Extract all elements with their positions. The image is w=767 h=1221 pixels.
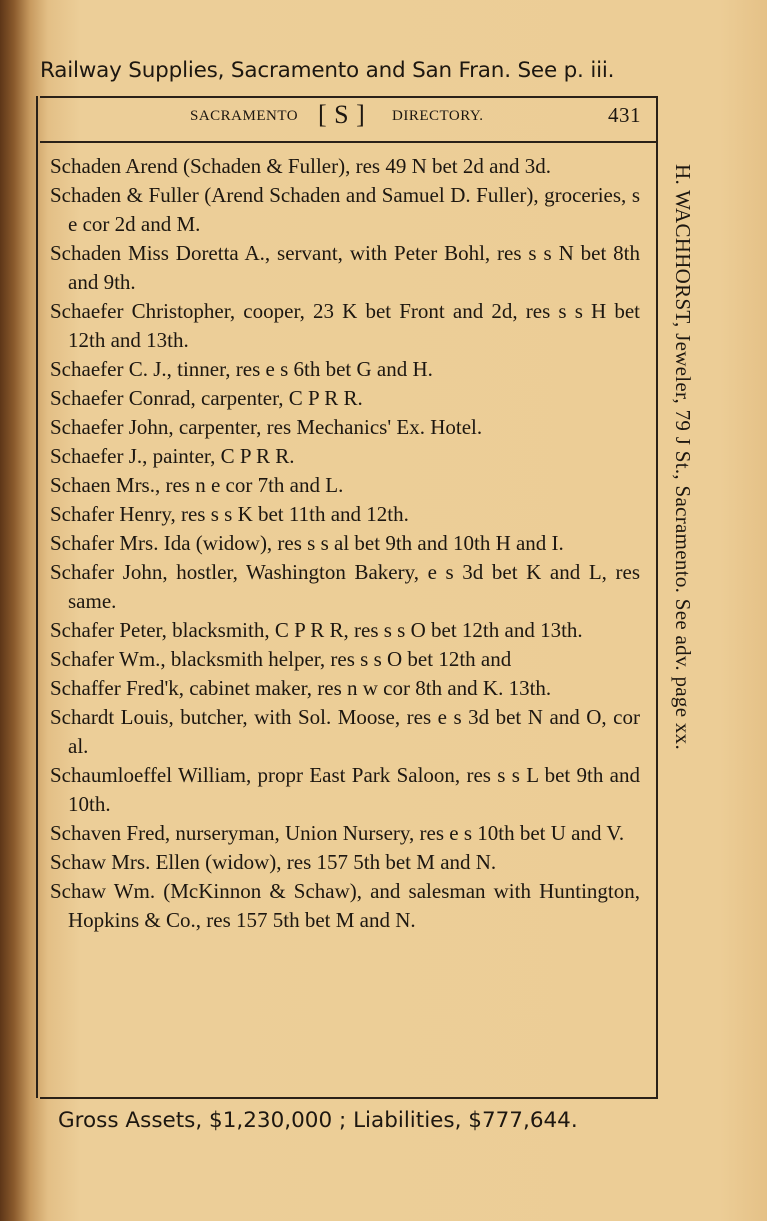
directory-entry: Schaefer J., painter, C P R R. [50,444,295,468]
directory-entry: Schafer Henry, res s s K bet 11th and 12th. [50,502,409,526]
side-advertisement: H. WACHHORST, Jeweler, 79 J St., Sacramento. See adv. page xx. [671,164,695,751]
header-section: DIRECTORY. [392,108,484,124]
page-header [190,100,650,140]
directory-entry: Schafer John, hostler, Washington Bakery, e s 3d bet K and L, res same. [50,560,640,613]
directory-entry: Schardt Louis, butcher, with Sol. Moose, res e s 3d bet N and O, cor al. [50,705,640,758]
directory-entry: Schaw Mrs. Ellen (widow), res 157 5th bet M and N. [50,850,497,874]
top-advertisement-band: Railway Supplies, Sacramento and San Fran. See p. iii. [40,58,615,83]
page-number: 431 [608,103,641,127]
directory-entry: Schaden Miss Doretta A., servant, with Peter Bohl, res s s N bet 8th and 9th. [50,241,640,294]
directory-entry: Schaefer John, carpenter, res Mechanics' Ex. Hotel. [50,415,483,439]
frame-left-rule [36,96,38,1098]
directory-entry: Schaefer Conrad, carpenter, C P R R. [50,386,363,410]
directory-entry: Schaumloeffel William, propr East Park Saloon, res s s L bet 9th and 10th. [50,763,640,816]
directory-entry: Schafer Mrs. Ida (widow), res s s al bet 9th and 10th H and I. [50,531,564,555]
directory-entry: Schafer Wm., blacksmith helper, res s s O bet 12th and [50,647,512,671]
bottom-advertisement-band: Gross Assets, $1,230,000 ; Liabilities, $777,644. [58,1108,578,1133]
header-divider-rule [40,141,658,143]
frame-right-rule [656,96,658,1098]
directory-entries [50,152,640,935]
directory-entry: Schaden & Fuller (Arend Schaden and Samuel D. Fuller), groceries, s e cor 2d and M. [50,183,640,236]
directory-entry: Schaffer Fred'k, cabinet maker, res n w cor 8th and K. 13th. [50,676,552,700]
directory-entry: Schaefer C. J., tinner, res e s 6th bet G and H. [50,357,433,381]
header-letter: [ S ] [318,100,366,129]
directory-entry: Schafer Peter, blacksmith, C P R R, res s s O bet 12th and 13th. [50,618,583,642]
directory-entry: Schaefer Christopher, cooper, 23 K bet Front and 2d, res s s H bet 12th and 13th. [50,299,640,352]
frame-bottom-rule [40,1097,658,1099]
header-city: SACRAMENTO [190,108,299,124]
directory-entry: Schaven Fred, nurseryman, Union Nursery, res e s 10th bet U and V. [50,821,625,845]
directory-entry: Schaw Wm. (McKinnon & Schaw), and salesman with Huntington, Hopkins & Co., res 157 5th bet M and N. [50,879,640,932]
frame-top-rule [40,96,658,98]
directory-entry: Schaen Mrs., res n e cor 7th and L. [50,473,344,497]
directory-entry: Schaden Arend (Schaden & Fuller), res 49 N bet 2d and 3d. [50,154,551,178]
